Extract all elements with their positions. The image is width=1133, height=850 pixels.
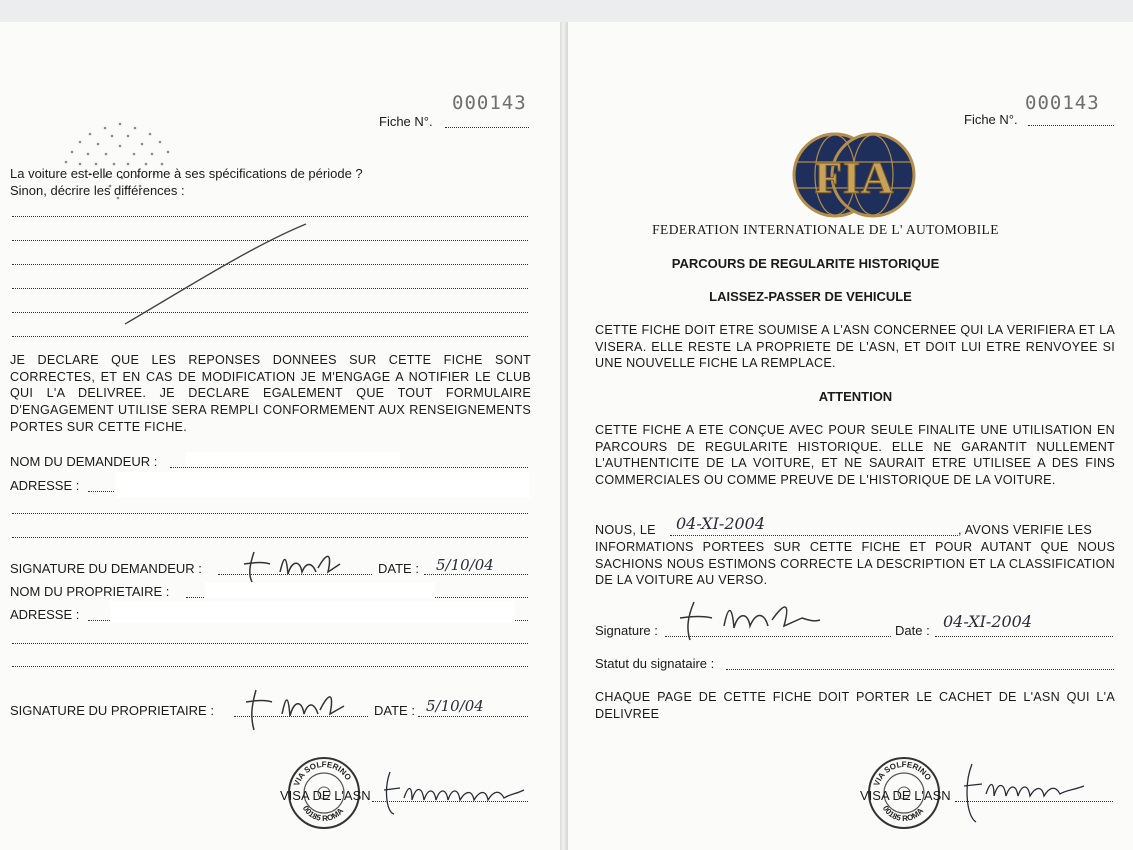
- declaration-text: JE DECLARE QUE LES REPONSES DONNEES SUR CETTE FICHE SONT CORRECTES, ET EN CAS DE MODIFICATION JE M'ENGAGE A NOTIFIER LE CLUB QUI L'A DELIVREE. JE DECLARE EGALEMENT QUE TOUT FORMULAIRE D'ENGAGEMENT UTILISE SERA REMPLI CONFORMEMENT AUX RENSEIGNEMENTS PORTES SUR CETTE FICHE.: [10, 353, 531, 434]
- fiche-number-line[interactable]: [445, 127, 529, 128]
- owner-address-line-3[interactable]: [12, 666, 528, 667]
- document-subtitle: LAISSEZ-PASSER DE VEHICULE: [709, 289, 912, 304]
- applicant-date-value: 5/10/04: [436, 556, 494, 574]
- seal-text-bottom: 00185 ROMA: [880, 804, 926, 824]
- sign-date-value: 04-XI-2004: [943, 612, 1033, 631]
- seal-text-top: VIA SOLFERINO: [292, 759, 353, 788]
- applicant-signature-image: [240, 546, 350, 586]
- applicant-name-field[interactable]: [170, 467, 528, 468]
- verify-date-value: 04-XI-2004: [676, 514, 766, 533]
- owner-date-value: 5/10/04: [426, 697, 484, 715]
- redaction-block: [185, 452, 400, 466]
- fia-logo-text: FIA: [814, 152, 894, 203]
- seal-text-bottom: 00185 ROMA: [300, 804, 346, 824]
- redaction-block: [115, 472, 530, 498]
- signatory-status-field[interactable]: [726, 669, 1114, 670]
- applicant-date-field[interactable]: [424, 574, 528, 575]
- owner-date-label: DATE :: [374, 703, 415, 718]
- svg-text:00185 ROMA: [881, 804, 926, 823]
- verify-date-field[interactable]: [670, 535, 958, 536]
- verify-text: INFORMATIONS PORTEES SUR CETTE FICHE ET POUR AUTANT QUE NOUS SACHIONS NOUS ESTIMONS CORRECTE LA DESCRIPTION ET LA CLASSIFICATION DE LA VOITURE AU VERSO.: [595, 540, 1115, 588]
- strike-through-stroke: [120, 222, 310, 327]
- owner-address-label: ADRESSE :: [10, 607, 80, 622]
- address-label: ADRESSE :: [10, 478, 80, 493]
- owner-name-label: NOM DU PROPRIETAIRE :: [10, 584, 170, 599]
- owner-signature-image: [242, 686, 352, 734]
- footer-note: CHAQUE PAGE DE CETTE FICHE DOIT PORTER LE CACHET DE L'ASN QUI L'A DELIVREE: [595, 690, 1115, 721]
- seal-text-top: VIA SOLFERINO: [872, 759, 933, 788]
- conformity-question: La voiture est-elle conforme à ses spécifications de période ?: [10, 166, 363, 181]
- intro-text: CETTE FICHE DOIT ETRE SOUMISE A L'ASN CONCERNEE QUI LA VERIFIERA ET LA VISERA. ELLE RESTE LA PROPRIETE DE L'ASN, ET DOIT LUI ETRE RENVOYEE SI UNE NOUVELLE FICHE LA REMPLACE.: [595, 323, 1115, 371]
- visa-signature-image: [382, 768, 532, 818]
- fiche-number-line[interactable]: [1028, 125, 1114, 126]
- differences-line-6[interactable]: [12, 336, 528, 337]
- verify-suffix: , AVONS VERIFIE LES: [958, 523, 1092, 537]
- attention-heading: ATTENTION: [818, 389, 893, 404]
- svg-text:00185 ROMA: [301, 804, 346, 823]
- applicant-date-label: DATE :: [378, 561, 419, 576]
- official-signature-image: [672, 598, 822, 642]
- fiche-number-stamp: 000143: [1025, 92, 1100, 114]
- owner-address-line-2[interactable]: [12, 643, 528, 644]
- redaction-block: [205, 582, 435, 598]
- address-line-2[interactable]: [12, 513, 528, 514]
- address-line-3[interactable]: [12, 537, 528, 538]
- visa-label: VISA DE L'ASN: [280, 788, 371, 803]
- fiche-number-label: Fiche N°.: [379, 114, 433, 129]
- verify-prefix: NOUS, LE: [595, 523, 656, 537]
- visa-label: VISA DE L'ASN: [860, 788, 951, 803]
- signatory-status-label: Statut du signataire :: [595, 656, 715, 671]
- page-fold: [560, 22, 568, 850]
- attention-text: CETTE FICHE A ETE CONÇUE AVEC POUR SEULE FINALITE UNE UTILISATION EN PARCOURS DE REGULARITE HISTORIQUE. ELLE NE GARANTIT NULLEMENT L'AUTHENTICITE DE LA VOITURE, ET NE SAURAIT ETRE UTILISEE A DES FINS COMMERCIALES OU COMME PREUVE DE L'HISTORIQUE DE LA VOITURE.: [595, 423, 1115, 488]
- signature-label: Signature :: [595, 623, 658, 638]
- date-label: Date :: [895, 623, 930, 638]
- owner-date-field[interactable]: [418, 716, 528, 717]
- fiche-number-stamp: 000143: [452, 92, 527, 114]
- owner-signature-label: SIGNATURE DU PROPRIETAIRE :: [10, 703, 214, 718]
- redaction-block: [110, 601, 515, 623]
- organization-name: FEDERATION INTERNATIONALE DE L' AUTOMOBILE: [652, 222, 999, 237]
- document-title: PARCOURS DE REGULARITE HISTORIQUE: [671, 256, 940, 271]
- date-field[interactable]: [935, 636, 1113, 637]
- applicant-signature-label: SIGNATURE DU DEMANDEUR :: [10, 561, 202, 576]
- differences-line-1[interactable]: [12, 216, 528, 217]
- fiche-number-label: Fiche N°.: [964, 112, 1018, 127]
- applicant-name-label: NOM DU DEMANDEUR :: [10, 454, 158, 469]
- fia-logo: [792, 132, 916, 218]
- differences-prompt: Sinon, décrire les différences :: [10, 183, 185, 198]
- visa-signature-image: [962, 760, 1092, 826]
